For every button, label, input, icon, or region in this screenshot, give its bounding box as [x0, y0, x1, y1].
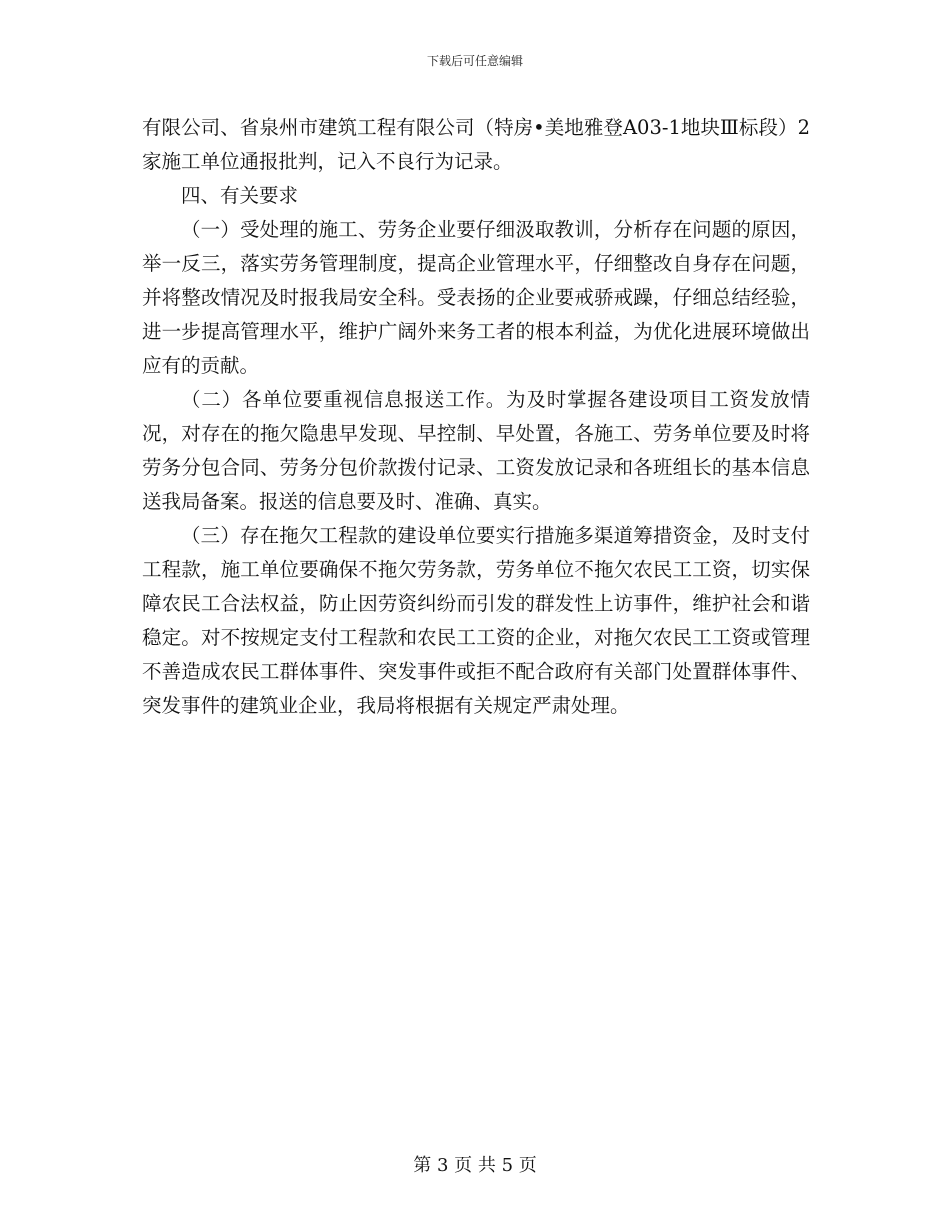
section-heading: 四、有关要求 [181, 184, 299, 207]
paragraph-requirement-1: （一）受处理的施工、劳务企业要仔细汲取教训，分析存在问题的原因，举一反三，落实劳务管理制度，提高企业管理水平，仔细整改自身存在问题，并将整改情况及时报我局安全科。受表扬的企业要戒骄戒躁，仔细总结经验，进一步提高管理水平，维护广阔外来务工者的根本利益，为优化进展环境做出应有的贡献。 [142, 218, 810, 377]
page-header: 下载后可任意编辑 [426, 54, 523, 68]
document-body [142, 111, 810, 723]
paragraph-continuation: 有限公司、省泉州市建筑工程有限公司（特房•美地雅登A03-1地块Ⅲ标段）2家施工单位通报批判，记入不良行为记录。 [142, 116, 810, 173]
paragraph-requirement-3: （三）存在拖欠工程款的建设单位要实行措施多渠道筹措资金，及时支付工程款，施工单位要确保不拖欠劳务款，劳务单位不拖欠农民工工资，切实保障农民工合法权益，防止因劳资纠纷而引发的群发性上访事件，维护社会和谐稳定。对不按规定支付工程款和农民工工资的企业，对拖欠农民工工资或管理不善造成农民工群体事件、突发事件或拒不配合政府有关部门处置群体事件、突发事件的建筑业企业，我局将根据有关规定严肃处理。 [142, 524, 810, 717]
page-footer: 第 3 页 共 5 页 [413, 1155, 537, 1176]
paragraph-requirement-2: （二）各单位要重视信息报送工作。为及时掌握各建设项目工资发放情况，对存在的拖欠隐患早发现、早控制、早处置，各施工、劳务单位要及时将劳务分包合同、劳务分包价款拨付记录、工资发放记录和各班组长的基本信息送我局备案。报送的信息要及时、准确、真实。 [142, 388, 810, 513]
